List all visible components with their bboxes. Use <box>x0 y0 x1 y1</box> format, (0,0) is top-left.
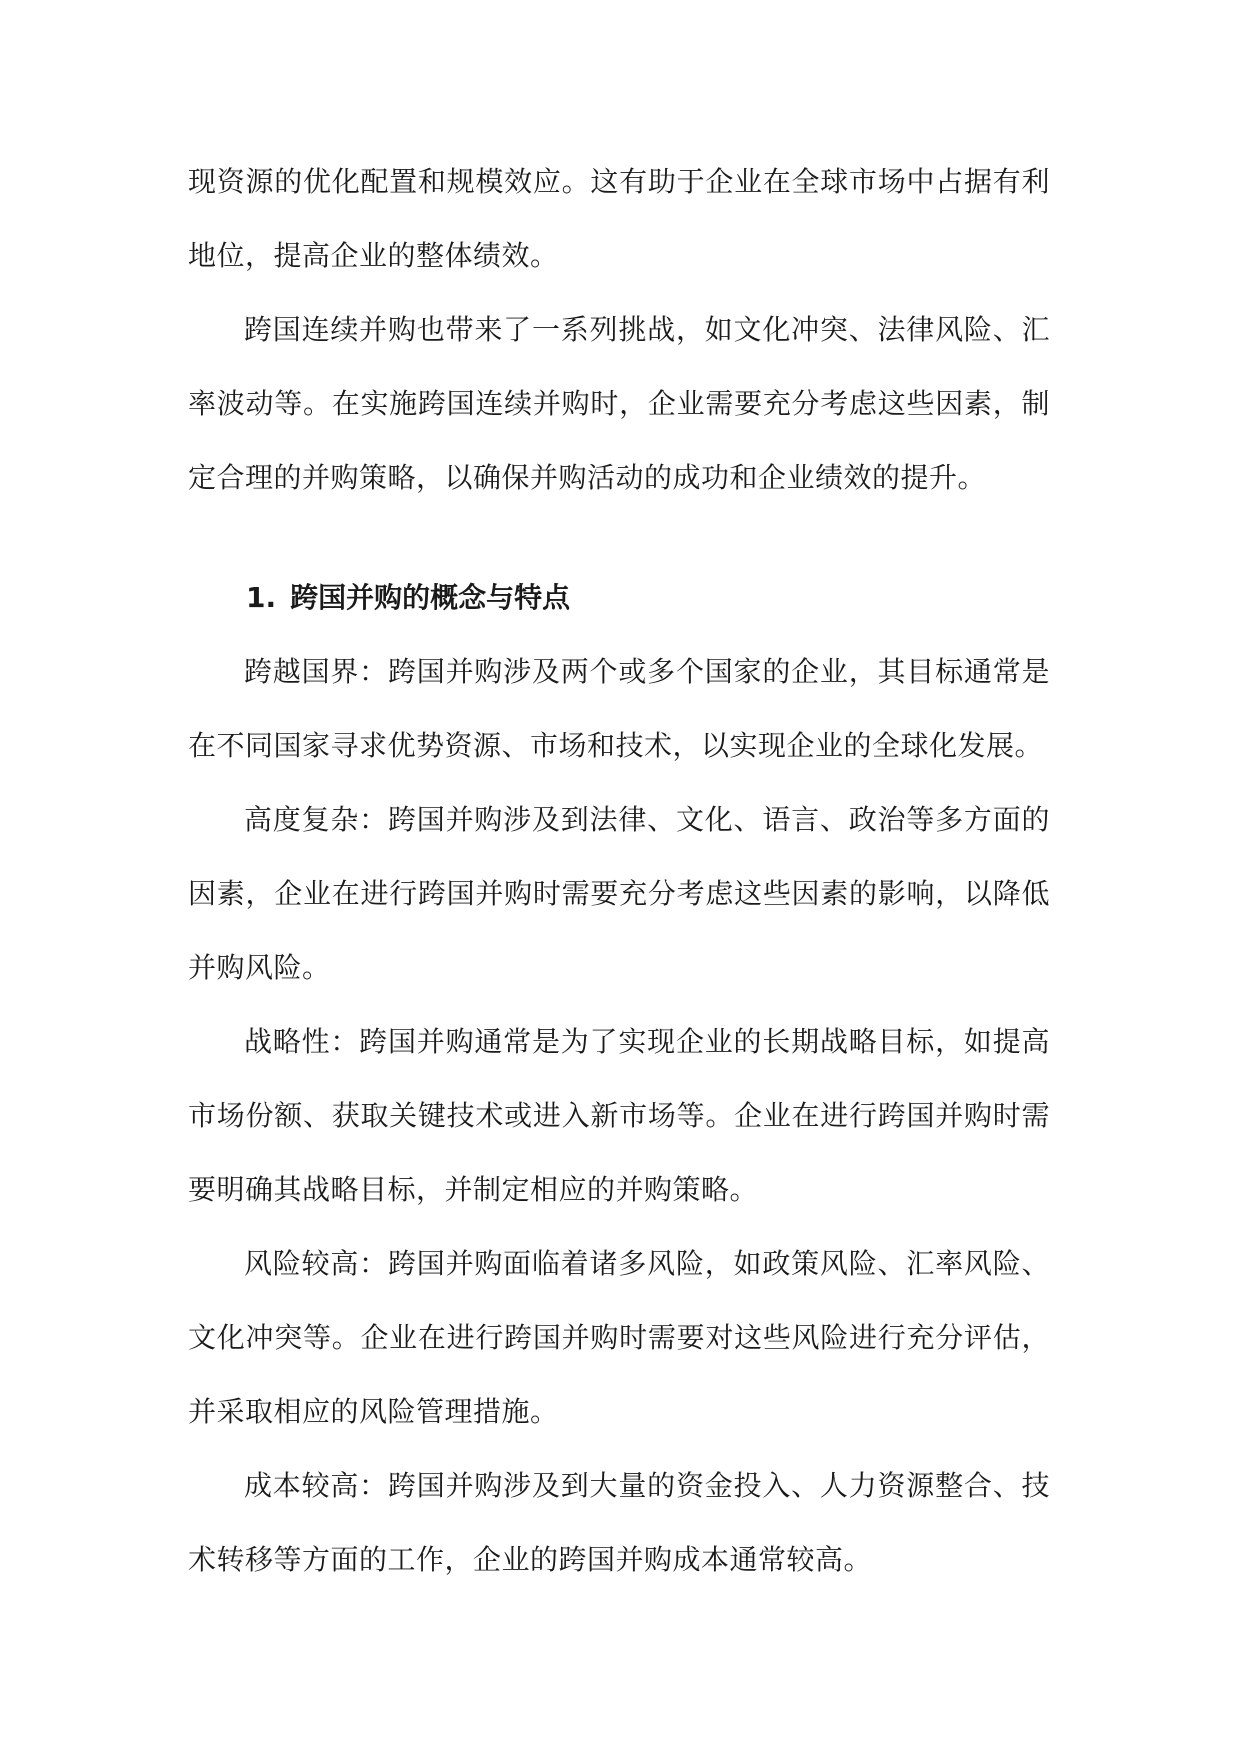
paragraph-challenges: 跨国连续并购也带来了一系列挑战，如文化冲突、法律风险、汇率波动等。在实施跨国连续并购时，企业需要充分考虑这些因素，制定合理的并购策略，以确保并购活动的成功和企业绩效的提升。 <box>188 313 1050 494</box>
section-title: 跨国并购的概念与特点 <box>290 581 571 614</box>
paragraph-complexity: 高度复杂：跨国并购涉及到法律、文化、语言、政治等多方面的因素，企业在进行跨国并购时需要充分考虑这些因素的影响，以降低并购风险。 <box>188 803 1050 984</box>
paragraph-high-cost: 成本较高：跨国并购涉及到大量的资金投入、人力资源整合、技术转移等方面的工作，企业的跨国并购成本通常较高。 <box>188 1469 1050 1576</box>
document-body <box>188 145 1050 1597</box>
paragraph-high-risk: 风险较高：跨国并购面临着诸多风险，如政策风险、汇率风险、文化冲突等。企业在进行跨国并购时需要对这些风险进行充分评估，并采取相应的风险管理措施。 <box>188 1247 1050 1428</box>
section-number: 1. <box>246 581 277 614</box>
paragraph-continued: 现资源的优化配置和规模效应。这有助于企业在全球市场中占据有利地位，提高企业的整体绩效。 <box>188 165 1050 272</box>
section-heading <box>188 561 1050 635</box>
paragraph-cross-border: 跨越国界：跨国并购涉及两个或多个国家的企业，其目标通常是在不同国家寻求优势资源、市场和技术，以实现企业的全球化发展。 <box>188 655 1050 762</box>
paragraph-strategic: 战略性：跨国并购通常是为了实现企业的长期战略目标，如提高市场份额、获取关键技术或进入新市场等。企业在进行跨国并购时需要明确其战略目标，并制定相应的并购策略。 <box>188 1025 1050 1206</box>
